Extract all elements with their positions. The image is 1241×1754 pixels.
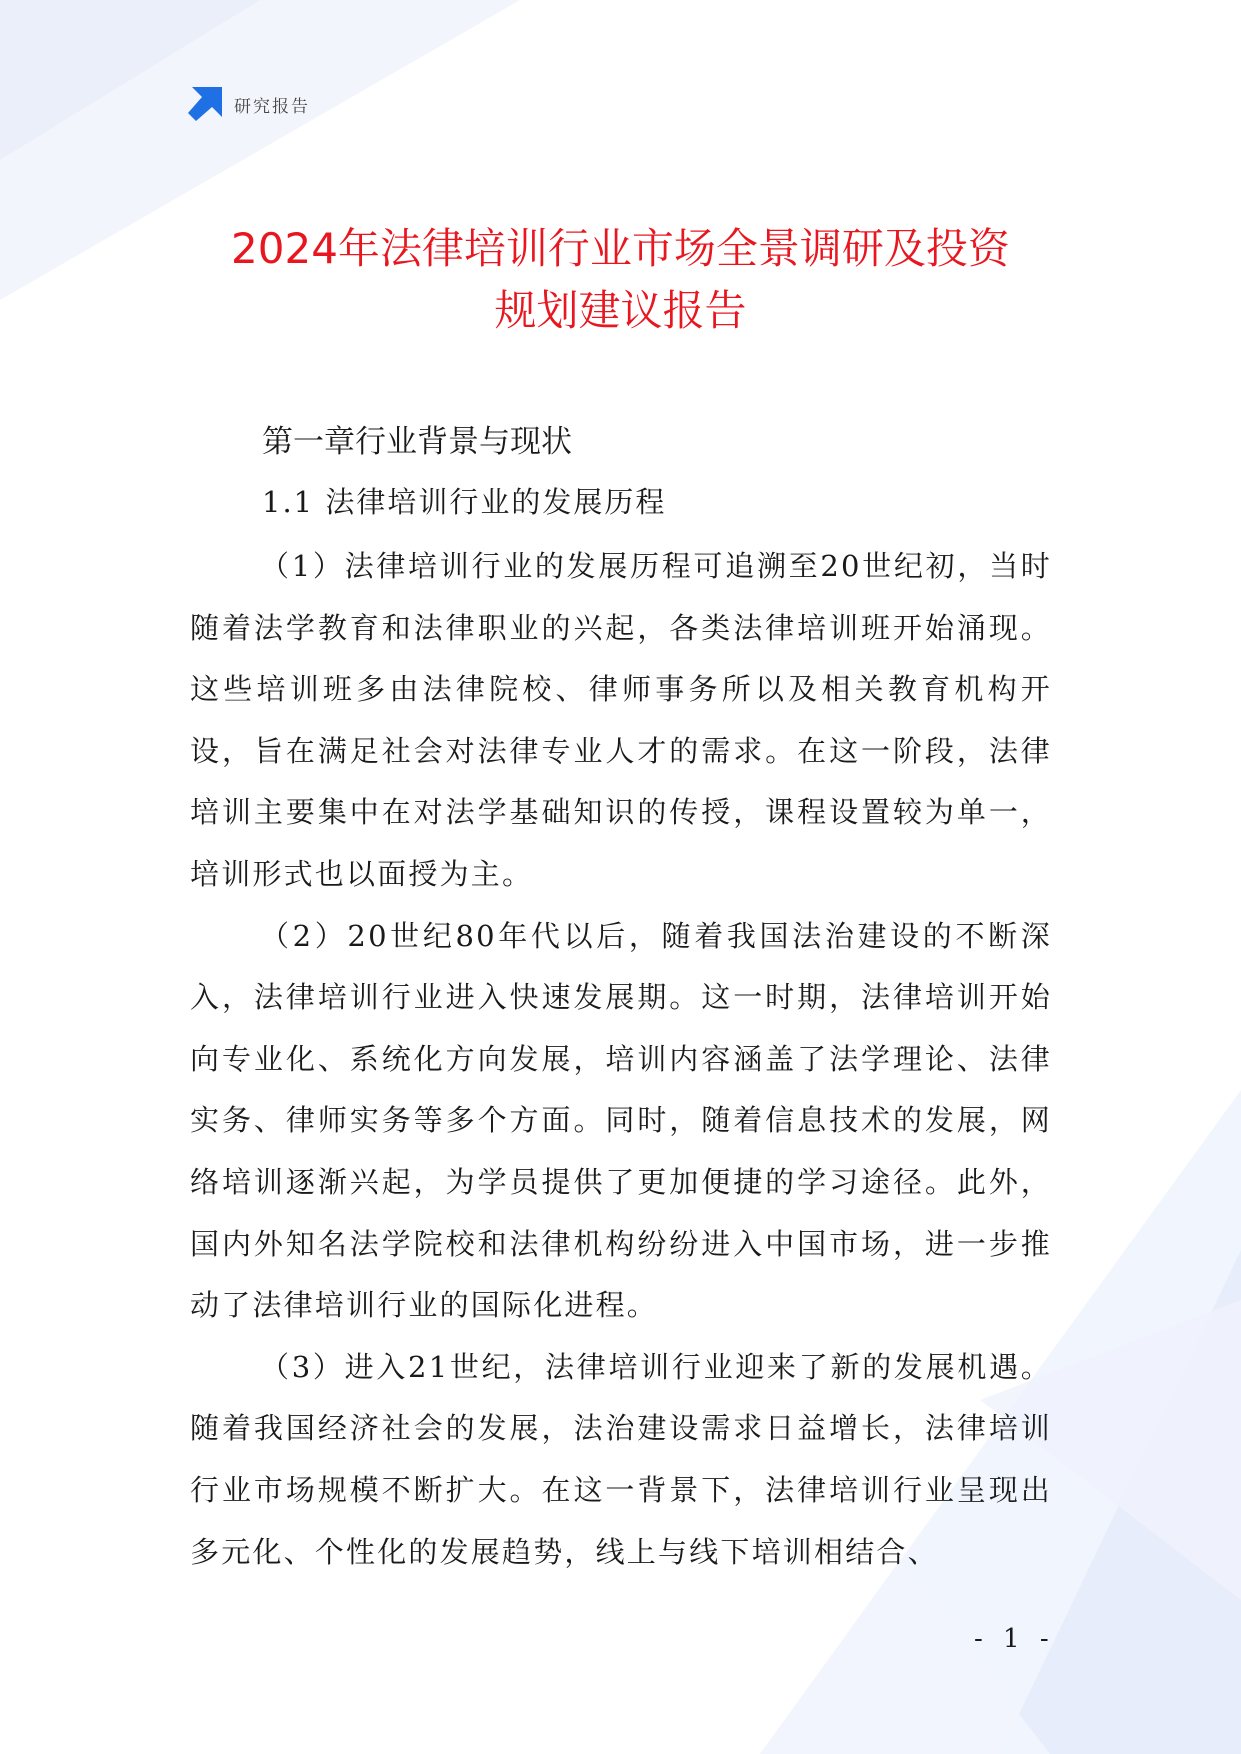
report-header (188, 86, 310, 122)
title-line-2: 规划建议报告 (494, 286, 747, 335)
document-body (190, 536, 1052, 1583)
paragraph-1: （1）法律培训行业的发展历程可追溯至20世纪初，当时随着法学教育和法律职业的兴起，各类法律培训班开始涌现。这些培训班多由法律院校、律师事务所以及相关教育机构开设，旨在满足社会对法律专业人才的需求。在这一阶段，法律培训主要集中在对法学基础知识的传授，课程设置较为单一，培训形式也以面授为主。 (190, 549, 1052, 891)
chapter-heading: 第一章行业背景与现状 (262, 424, 572, 460)
arrow-logo-icon (188, 87, 222, 121)
title-line-1: 2024年法律培训行业市场全景调研及投资 (231, 224, 1010, 273)
paragraph-2: （2）20世纪80年代以后，随着我国法治建设的不断深入，法律培训行业进入快速发展期。这一时期，法律培训开始向专业化、系统化方向发展，培训内容涵盖了法学理论、法律实务、律师实务等多个方面。同时，随着信息技术的发展，网络培训逐渐兴起，为学员提供了更加便捷的学习途径。此外，国内外知名法学院校和法律机构纷纷进入中国市场，进一步推动了法律培训行业的国际化进程。 (190, 918, 1052, 1323)
header-label: 研究报告 (234, 96, 310, 117)
document-title (100, 218, 1141, 342)
paragraph-3: （3）进入21世纪，法律培训行业迎来了新的发展机遇。随着我国经济社会的发展，法治建设需求日益增长，法律培训行业市场规模不断扩大。在这一背景下，法律培训行业呈现出多元化、个性化的发展趋势，线上与线下培训相结合、 (190, 1349, 1052, 1569)
section-heading: 1.1 法律培训行业的发展历程 (262, 485, 667, 519)
page-number: - 1 - (974, 1624, 1055, 1654)
